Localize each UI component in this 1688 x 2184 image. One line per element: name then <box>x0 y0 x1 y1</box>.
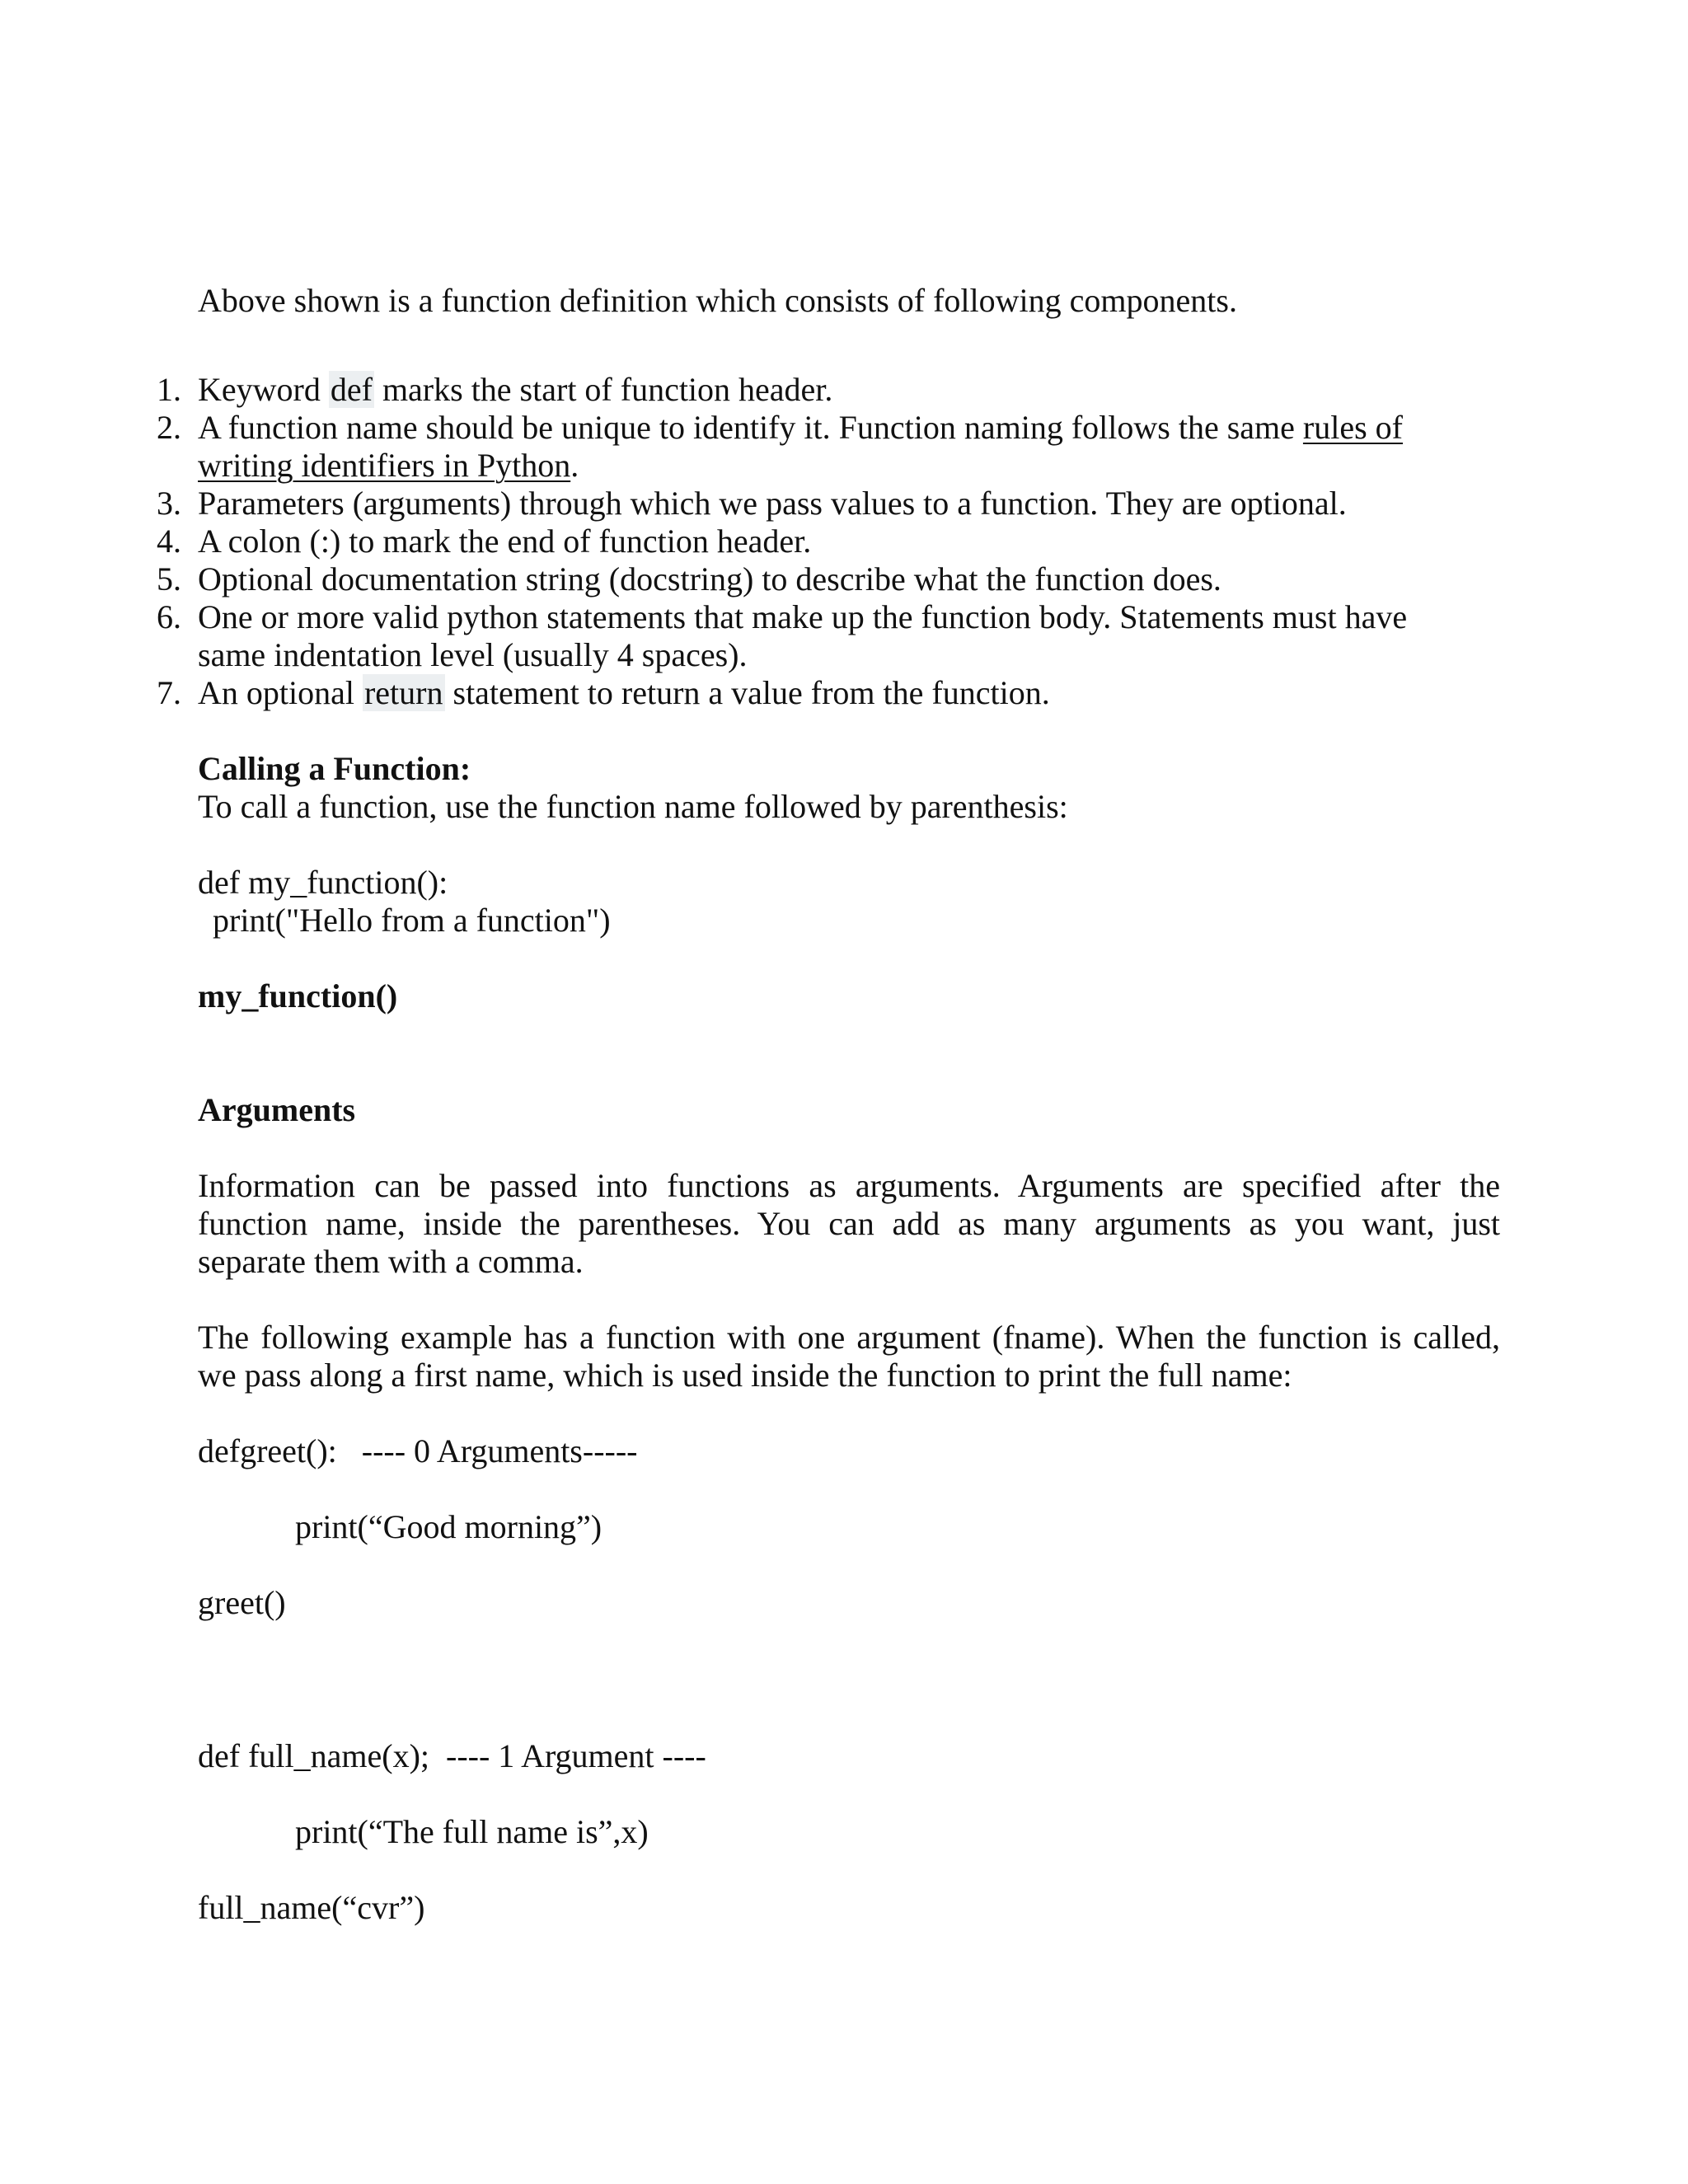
paragraph-line: function name, inside the parentheses. You can add as many arguments as you want, just <box>198 1205 1500 1242</box>
list-item-text: A function name should be unique to identify it. Function naming follows the same <box>198 409 1303 446</box>
code-line: def full_name(x); ---- 1 Argument ---- <box>198 1737 706 1774</box>
list-number: 3. <box>157 485 181 522</box>
paragraph-line: Information can be passed into functions as arguments. Arguments are specified after the <box>198 1167 1500 1204</box>
code-line: greet() <box>198 1584 286 1621</box>
list-item-text: statement to return a value from the function. <box>444 674 1050 711</box>
list-item-text: marks the start of function header. <box>373 371 833 408</box>
list-number: 4. <box>157 523 181 560</box>
function-call-example: my_function() <box>198 977 398 1015</box>
list-item-continuation <box>198 447 579 485</box>
list-number: 1. <box>157 371 181 408</box>
list-item: A colon (:) to mark the end of function header. <box>198 523 812 560</box>
paragraph-line: separate them with a comma. <box>198 1243 584 1280</box>
list-item-text: Keyword <box>198 371 329 408</box>
code-line: full_name(“cvr”) <box>198 1889 425 1926</box>
list-item: One or more valid python statements that make up the function body. Statements must have <box>198 598 1408 635</box>
list-item-continuation: same indentation level (usually 4 spaces). <box>198 636 748 673</box>
calling-description: To call a function, use the function name followed by parenthesis: <box>198 788 1068 825</box>
code-line: print(“The full name is”,x) <box>295 1813 649 1850</box>
list-item: Parameters (arguments) through which we pass values to a function. They are optional. <box>198 485 1347 522</box>
intro-text: Above shown is a function definition which consists of following components. <box>198 282 1237 319</box>
arguments-heading: Arguments <box>198 1091 356 1128</box>
identifier-rules-link[interactable]: rules of <box>1302 409 1403 446</box>
list-item-text: An optional <box>198 674 363 711</box>
list-item <box>198 674 1050 712</box>
code-line: print("Hello from a function") <box>213 902 611 939</box>
list-item-text: . <box>570 447 579 484</box>
list-number: 7. <box>157 674 181 711</box>
code-line: def my_function(): <box>198 864 448 901</box>
code-line: defgreet(): ---- 0 Arguments----- <box>198 1432 638 1469</box>
list-item: Optional documentation string (docstring) to describe what the function does. <box>198 560 1221 598</box>
inline-code: return <box>363 674 443 711</box>
paragraph-line: we pass along a first name, which is used inside the function to print the full name: <box>198 1357 1292 1394</box>
list-item <box>198 409 1403 447</box>
identifier-rules-link[interactable]: writing identifiers in Python <box>198 447 571 484</box>
list-number: 5. <box>157 560 181 598</box>
code-line: print(“Good morning”) <box>295 1508 603 1545</box>
list-number: 6. <box>157 598 181 635</box>
list-number: 2. <box>157 409 181 446</box>
paragraph-line: The following example has a function with one argument (fname). When the function is called, <box>198 1319 1500 1356</box>
list-item <box>198 371 832 409</box>
inline-code: def <box>330 371 373 408</box>
calling-heading: Calling a Function: <box>198 750 471 787</box>
